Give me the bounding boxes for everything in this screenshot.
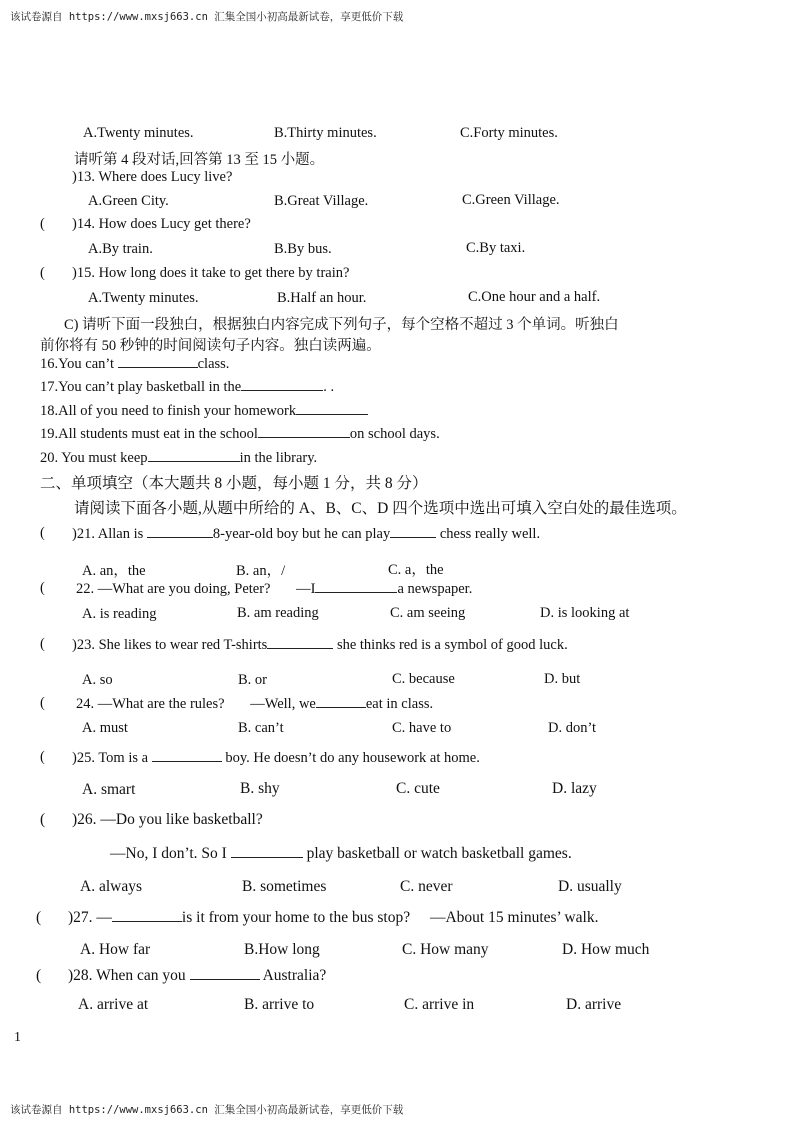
q26-blank xyxy=(231,845,303,858)
q28-option-a: A. arrive at xyxy=(78,996,149,1013)
q27-stem xyxy=(68,909,598,927)
q22-text-after: a newspaper. xyxy=(397,581,473,597)
q27-text-after: —About 15 minutes’ walk. xyxy=(429,909,599,926)
q14-option-c: C.By taxi. xyxy=(466,240,526,256)
q16-blank xyxy=(118,355,198,368)
q21-option-a: A. an，the xyxy=(82,563,146,579)
q22-option-c: C. am seeing xyxy=(390,605,466,621)
q26-option-d: D. usually xyxy=(558,878,622,895)
q21-option-b: B. an，/ xyxy=(236,563,286,579)
q28-text-after: Australia? xyxy=(262,967,327,984)
q27-text-before: )27. — xyxy=(68,909,112,926)
q23-option-d: D. but xyxy=(544,671,581,687)
q28-answer-paren: ( xyxy=(36,967,42,984)
q21-stem xyxy=(72,525,540,543)
q15-option-a: A.Twenty minutes. xyxy=(88,290,199,306)
q23-text-after: she thinks red is a symbol of good luck. xyxy=(336,637,568,653)
q20-blank xyxy=(148,449,240,462)
q27-option-b: B.How long xyxy=(244,941,320,958)
q19-sentence xyxy=(40,425,440,443)
q17-text-before: 17.You can’t play basketball in the xyxy=(40,379,242,395)
q26-reply-before: —No, I don’t. So I xyxy=(110,845,227,862)
q27-option-c: C. How many xyxy=(402,941,489,958)
q27-answer-paren: ( xyxy=(36,909,42,926)
q25-answer-paren: ( xyxy=(40,749,45,765)
q24-blank xyxy=(316,695,366,708)
q25-option-c: C. cute xyxy=(396,780,440,797)
q28-blank xyxy=(190,967,260,980)
q28-option-d: D. arrive xyxy=(566,996,622,1013)
q23-option-b: B. or xyxy=(238,672,267,688)
q25-option-a: A. smart xyxy=(82,781,136,798)
q16-text-before: 16.You can’t xyxy=(40,356,114,372)
q22-option-a: A. is reading xyxy=(82,606,157,622)
section-2-title: 二、单项填空（本大题共 8 小题，每小题 1 分，共 8 分） xyxy=(40,475,428,492)
q21-text-after: chess really well. xyxy=(439,526,541,542)
q24-text-before: 24. —What are the rules? xyxy=(76,696,225,712)
q13-option-b: B.Great Village. xyxy=(274,193,369,209)
q14-option-a: A.By train. xyxy=(88,241,153,257)
q22-option-d: D. is looking at xyxy=(540,605,630,621)
q27-option-a: A. How far xyxy=(80,941,151,958)
q19-text-after: on school days. xyxy=(349,426,440,442)
q27-text-middle: is it from your home to the bus stop? xyxy=(181,909,411,926)
q18-text-before: 18.All of you need to finish your homework xyxy=(40,403,297,419)
q26-option-c: C. never xyxy=(400,878,453,895)
q15-answer-paren: ( xyxy=(40,265,45,281)
q12-option-b: B.Thirty minutes. xyxy=(274,125,377,141)
q26-option-a: A. always xyxy=(80,878,142,895)
q24-text-middle: —Well, we xyxy=(250,696,316,712)
q19-text-before: 19.All students must eat in the school xyxy=(40,426,258,442)
q28-text-before: )28. When can you xyxy=(68,967,186,984)
q21-option-c: C. a，the xyxy=(388,562,444,578)
q13-option-a: A.Green City. xyxy=(88,193,169,209)
q14-stem: )14. How does Lucy get there? xyxy=(72,216,251,232)
q15-option-b: B.Half an hour. xyxy=(277,290,367,306)
q17-blank xyxy=(241,378,323,391)
q25-blank xyxy=(152,749,222,762)
q22-answer-paren: ( xyxy=(40,580,45,596)
dialog4-instruction: 请听第 4 段对话,回答第 13 至 15 小题。 xyxy=(74,152,325,168)
page-footer-source: 该试卷源自 https://www.mxsj663.cn 汇集全国小初高最新试卷，享更低价下载 xyxy=(10,1104,404,1116)
q23-text-before: )23. She likes to wear red T-shirts xyxy=(72,637,268,653)
q27-blank xyxy=(112,909,182,922)
q27-option-d: D. How much xyxy=(562,941,650,958)
q23-stem xyxy=(72,636,568,654)
q17-text-after: . . xyxy=(323,379,335,395)
q28-stem xyxy=(68,967,326,985)
q24-stem xyxy=(76,695,433,713)
q24-option-c: C. have to xyxy=(392,720,452,736)
section-2-instruction: 请阅读下面各小题,从题中所给的 A、B、C、D 四个选项中选出可填入空白处的最佳选项。 xyxy=(74,500,687,517)
q24-text-after: eat in class. xyxy=(365,696,434,712)
q14-answer-paren: ( xyxy=(40,216,45,232)
q22-text-middle: —I xyxy=(296,581,316,597)
q13-stem: )13. Where does Lucy live? xyxy=(72,169,233,185)
q17-sentence xyxy=(40,378,334,396)
q25-stem xyxy=(72,749,480,767)
q20-sentence xyxy=(40,449,317,467)
q23-option-c: C. because xyxy=(392,671,455,687)
q21-blank-1 xyxy=(147,525,213,538)
q15-stem: )15. How long does it take to get there by train? xyxy=(72,265,350,281)
q13-option-c: C.Green Village. xyxy=(462,192,560,208)
q24-answer-paren: ( xyxy=(40,695,45,711)
q16-sentence xyxy=(40,355,229,373)
q19-blank xyxy=(258,425,350,438)
q25-text-after: boy. He doesn’t do any housework at home. xyxy=(225,750,480,766)
q20-text-before: 20. You must keep xyxy=(40,450,148,466)
q26-answer-paren: ( xyxy=(40,811,46,828)
page-number: 1 xyxy=(14,1030,21,1045)
q15-option-c: C.One hour and a half. xyxy=(468,289,601,305)
q26-reply xyxy=(110,845,572,863)
q24-option-b: B. can’t xyxy=(238,720,284,736)
q26-option-b: B. sometimes xyxy=(242,878,327,895)
q25-option-b: B. shy xyxy=(240,780,280,797)
section-c-instruction-line2: 前你将有 50 秒钟的时间阅读句子内容。独白读两遍。 xyxy=(40,338,381,354)
q14-option-b: B.By bus. xyxy=(274,241,332,257)
q21-text-before: )21. Allan is xyxy=(72,526,144,542)
q22-blank xyxy=(315,580,397,593)
q26-stem: )26. —Do you like basketball? xyxy=(72,811,263,828)
q25-option-d: D. lazy xyxy=(552,780,597,797)
q16-text-after: class. xyxy=(197,356,230,372)
q21-text-middle: 8-year-old boy but he can play xyxy=(212,526,391,542)
q28-option-b: B. arrive to xyxy=(244,996,315,1013)
q28-option-c: C. arrive in xyxy=(404,996,475,1013)
q22-stem xyxy=(76,580,472,598)
q24-option-a: A. must xyxy=(82,720,128,736)
q25-text-before: )25. Tom is a xyxy=(72,750,149,766)
q21-answer-paren: ( xyxy=(40,525,45,541)
q22-option-b: B. am reading xyxy=(237,605,319,621)
q24-option-d: D. don’t xyxy=(548,720,597,736)
q18-blank xyxy=(296,402,368,415)
section-c-instruction-line1: C) 请听下面一段独白，根据独白内容完成下列句子，每个空格不超过 3 个单词。听独白 xyxy=(64,317,619,333)
q18-sentence xyxy=(40,402,368,420)
q23-option-a: A. so xyxy=(82,672,113,688)
q12-option-a: A.Twenty minutes. xyxy=(83,125,194,141)
q21-blank-2 xyxy=(390,525,436,538)
q26-reply-after: play basketball or watch basketball games. xyxy=(306,845,572,862)
q23-answer-paren: ( xyxy=(40,636,45,652)
q23-blank xyxy=(267,636,333,649)
q22-text-before: 22. —What are you doing, Peter? xyxy=(76,581,271,597)
page-header-source: 该试卷源自 https://www.mxsj663.cn 汇集全国小初高最新试卷，享更低价下载 xyxy=(10,11,404,23)
q12-option-c: C.Forty minutes. xyxy=(460,125,558,141)
q20-text-after: in the library. xyxy=(239,450,318,466)
